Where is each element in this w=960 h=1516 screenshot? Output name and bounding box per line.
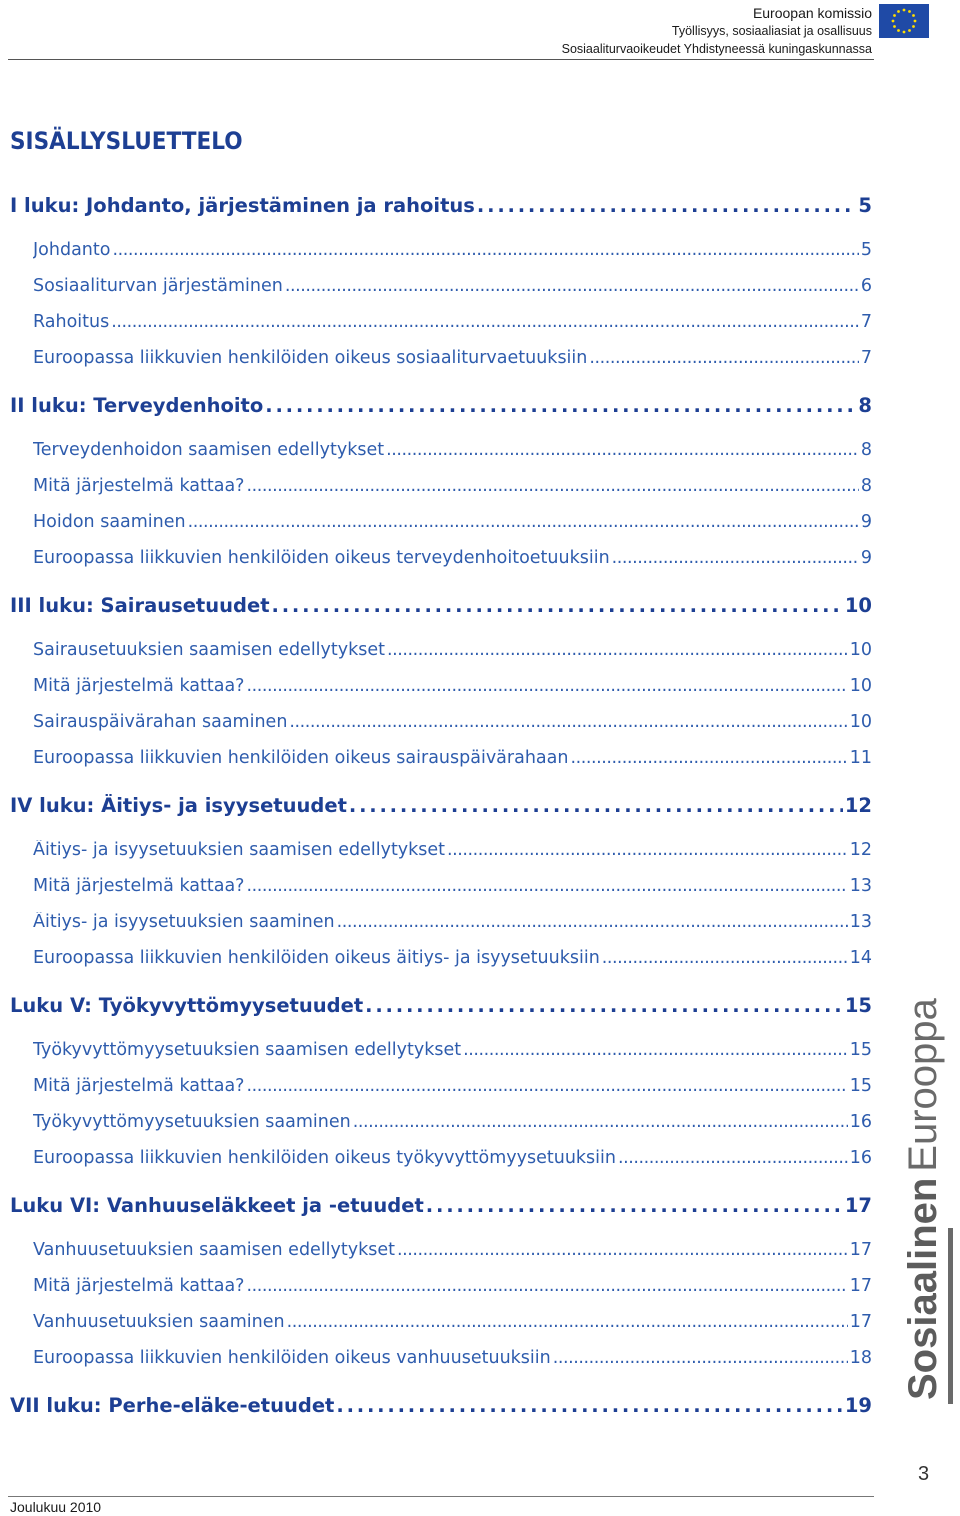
toc-section-entry[interactable] bbox=[33, 512, 872, 532]
header-line-3: Sosiaaliturvaoikeudet Yhdistyneessä kuningaskunnassa bbox=[561, 42, 872, 56]
toc-entry-title: Sairauspäivärahan saaminen bbox=[33, 712, 288, 732]
toc-entry-title: Euroopassa liikkuvien henkilöiden oikeus sosiaaliturvaetuuksiin bbox=[33, 348, 588, 368]
toc-entry-title: Euroopassa liikkuvien henkilöiden oikeus työkyvyttömyysetuuksiin bbox=[33, 1148, 616, 1168]
toc-entry-page: 8 bbox=[860, 476, 872, 496]
toc-entry-page: 19 bbox=[844, 1394, 872, 1417]
toc-entry-title: Sosiaaliturvan järjestäminen bbox=[33, 276, 283, 296]
toc-entry-title: Sairausetuuksien saamisen edellytykset bbox=[33, 640, 385, 660]
toc-entry-page: 17 bbox=[849, 1240, 872, 1260]
toc-entry-title: II luku: Terveydenhoito bbox=[10, 394, 264, 417]
toc-dot-leader bbox=[246, 876, 847, 896]
toc-entry-page: 5 bbox=[858, 194, 872, 217]
toc-chapter-entry[interactable] bbox=[10, 794, 872, 817]
toc-entry-title: Vanhuusetuuksien saaminen bbox=[33, 1312, 285, 1332]
toc-entry-page: 13 bbox=[849, 876, 872, 896]
toc-dot-leader bbox=[188, 512, 859, 532]
toc-dot-leader bbox=[246, 1276, 847, 1296]
toc-entry-title: Äitiys- ja isyysetuuksien saaminen bbox=[33, 912, 335, 932]
toc-entry-page: 18 bbox=[849, 1348, 872, 1368]
toc-section-entry[interactable] bbox=[33, 1076, 872, 1096]
toc-section-entry[interactable] bbox=[33, 876, 872, 896]
toc-dot-leader bbox=[387, 640, 848, 660]
toc-entry-title: Hoidon saaminen bbox=[33, 512, 186, 532]
toc-chapter-entry[interactable] bbox=[10, 994, 872, 1017]
toc-dot-leader bbox=[570, 748, 847, 768]
toc-dot-leader bbox=[447, 840, 848, 860]
toc-entry-title: Johdanto bbox=[33, 240, 111, 260]
toc-entry-page: 16 bbox=[849, 1148, 872, 1168]
header-text bbox=[562, 4, 872, 58]
toc-entry-page: 5 bbox=[860, 240, 872, 260]
toc-entry-page: 7 bbox=[860, 348, 872, 368]
toc-entry-title: Mitä järjestelmä kattaa? bbox=[33, 876, 245, 896]
toc-entry-title: Työkyvyttömyysetuuksien saaminen bbox=[33, 1112, 351, 1132]
toc-entry-title: Terveydenhoidon saamisen edellytykset bbox=[33, 440, 385, 460]
toc-entry-page: 15 bbox=[844, 994, 872, 1017]
toc-dot-leader bbox=[337, 912, 848, 932]
toc-dot-leader bbox=[397, 1240, 848, 1260]
toc-section-entry[interactable] bbox=[33, 640, 872, 660]
toc-entry-page: 9 bbox=[860, 548, 872, 568]
toc-entry-page: 10 bbox=[849, 640, 872, 660]
toc-chapter-entry[interactable] bbox=[10, 394, 872, 417]
toc-section-entry[interactable] bbox=[33, 440, 872, 460]
toc-section-entry[interactable] bbox=[33, 1276, 872, 1296]
toc-entry-title: Luku VI: Vanhuuseläkkeet ja -etuudet bbox=[10, 1194, 424, 1217]
toc-entry-page: 10 bbox=[849, 712, 872, 732]
toc-title: SISÄLLYSLUETTELO bbox=[10, 127, 243, 155]
toc-entry-page: 15 bbox=[849, 1040, 872, 1060]
toc-dot-leader bbox=[386, 440, 859, 460]
toc-section-entry[interactable] bbox=[33, 1240, 872, 1260]
toc-entry-title: Rahoitus bbox=[33, 312, 110, 332]
toc-dot-leader bbox=[287, 1312, 848, 1332]
toc-dot-leader bbox=[589, 348, 858, 368]
toc-entry-title: Mitä järjestelmä kattaa? bbox=[33, 476, 245, 496]
toc-entry-page: 7 bbox=[860, 312, 872, 332]
toc-section-entry[interactable] bbox=[33, 240, 872, 260]
toc-dot-leader bbox=[602, 948, 848, 968]
toc-entry-page: 17 bbox=[849, 1312, 872, 1332]
toc-dot-leader bbox=[265, 394, 856, 417]
toc-entry-title: Vanhuusetuuksien saamisen edellytykset bbox=[33, 1240, 395, 1260]
toc-dot-leader bbox=[272, 594, 843, 617]
toc-entry-page: 15 bbox=[849, 1076, 872, 1096]
toc-entry-page: 17 bbox=[849, 1276, 872, 1296]
toc-chapter-entry[interactable] bbox=[10, 1394, 872, 1417]
toc-chapter-entry[interactable] bbox=[10, 194, 872, 217]
toc-entry-title: Euroopassa liikkuvien henkilöiden oikeus terveydenhoitoetuuksiin bbox=[33, 548, 610, 568]
header-divider bbox=[8, 59, 874, 60]
toc-entry-title: I luku: Johdanto, järjestäminen ja rahoitus bbox=[10, 194, 475, 217]
toc-entry-page: 10 bbox=[844, 594, 872, 617]
toc-entry-title: Euroopassa liikkuvien henkilöiden oikeus äitiys- ja isyysetuuksiin bbox=[33, 948, 600, 968]
toc-entry-title: Työkyvyttömyysetuuksien saamisen edellytykset bbox=[33, 1040, 462, 1060]
toc-entry-title: Luku V: Työkyvyttömyysetuudet bbox=[10, 994, 364, 1017]
toc-chapter-entry[interactable] bbox=[10, 594, 872, 617]
toc-entry-title: IV luku: Äitiys- ja isyysetuudet bbox=[10, 794, 347, 817]
toc-entry-page: 12 bbox=[849, 840, 872, 860]
toc-entry-page: 11 bbox=[849, 748, 872, 768]
toc-entry-page: 10 bbox=[849, 676, 872, 696]
toc-dot-leader bbox=[477, 194, 857, 217]
toc-section-entry[interactable] bbox=[33, 1348, 872, 1368]
toc-section-entry[interactable] bbox=[33, 548, 872, 568]
toc-entry-title: III luku: Sairausetuudet bbox=[10, 594, 270, 617]
toc-entry-title: Mitä järjestelmä kattaa? bbox=[33, 1276, 245, 1296]
toc-entry-page: 8 bbox=[858, 394, 872, 417]
toc-dot-leader bbox=[612, 548, 859, 568]
logo-word-bold: Sosiaalinen bbox=[900, 1177, 945, 1400]
toc-entry-title: VII luku: Perhe-eläke-etuudet bbox=[10, 1394, 335, 1417]
toc-dot-leader bbox=[365, 994, 843, 1017]
toc-section-entry[interactable] bbox=[33, 748, 872, 768]
toc-dot-leader bbox=[463, 1040, 848, 1060]
toc-dot-leader bbox=[289, 712, 847, 732]
toc-section-entry[interactable] bbox=[33, 712, 872, 732]
toc-dot-leader bbox=[111, 312, 859, 332]
toc-dot-leader bbox=[246, 476, 858, 496]
eu-flag-icon bbox=[879, 4, 929, 38]
toc-dot-leader bbox=[336, 1394, 842, 1417]
toc-dot-leader bbox=[426, 1194, 843, 1217]
toc-section-entry[interactable] bbox=[33, 1148, 872, 1168]
toc-section-entry[interactable] bbox=[33, 912, 872, 932]
sosiaalinen-eurooppa-logo bbox=[893, 998, 953, 1400]
toc-entry-title: Euroopassa liikkuvien henkilöiden oikeus vanhuusetuuksiin bbox=[33, 1348, 551, 1368]
toc-dot-leader bbox=[112, 240, 858, 260]
toc-entry-page: 8 bbox=[860, 440, 872, 460]
header-line-2: Työllisyys, sosiaaliasiat ja osallisuus bbox=[671, 24, 872, 38]
toc-entry-page: 6 bbox=[860, 276, 872, 296]
toc-entry-title: Mitä järjestelmä kattaa? bbox=[33, 676, 245, 696]
toc-entry-title: Mitä järjestelmä kattaa? bbox=[33, 1076, 245, 1096]
toc-dot-leader bbox=[246, 1076, 847, 1096]
toc-entry-title: Euroopassa liikkuvien henkilöiden oikeus sairauspäivärahaan bbox=[33, 748, 569, 768]
toc-section-entry[interactable] bbox=[33, 1312, 872, 1332]
toc-entry-page: 12 bbox=[844, 794, 872, 817]
toc-section-entry[interactable] bbox=[33, 348, 872, 368]
toc-dot-leader bbox=[285, 276, 859, 296]
toc-dot-leader bbox=[553, 1348, 848, 1368]
toc-entry-page: 16 bbox=[849, 1112, 872, 1132]
toc-entry-page: 9 bbox=[860, 512, 872, 532]
page-number: 3 bbox=[918, 1463, 930, 1485]
toc-entry-page: 14 bbox=[849, 948, 872, 968]
footer-date: Joulukuu 2010 bbox=[10, 1499, 102, 1515]
toc-dot-leader bbox=[246, 676, 847, 696]
toc-section-entry[interactable] bbox=[33, 276, 872, 296]
toc-section-entry[interactable] bbox=[33, 1040, 872, 1060]
toc-dot-leader bbox=[349, 794, 843, 817]
logo-side-bar bbox=[948, 1228, 953, 1404]
toc-dot-leader bbox=[618, 1148, 848, 1168]
header-line-1: Euroopan komissio bbox=[752, 5, 872, 21]
toc-section-entry[interactable] bbox=[33, 676, 872, 696]
toc-section-entry[interactable] bbox=[33, 312, 872, 332]
toc-section-entry[interactable] bbox=[33, 840, 872, 860]
toc-section-entry[interactable] bbox=[33, 476, 872, 496]
toc-entry-title: Äitiys- ja isyysetuuksien saamisen edellytykset bbox=[33, 840, 446, 860]
toc-entry-page: 13 bbox=[849, 912, 872, 932]
footer-divider bbox=[8, 1496, 874, 1497]
toc-dot-leader bbox=[353, 1112, 848, 1132]
logo-word-regular: Eurooppa bbox=[900, 998, 945, 1172]
toc-entry-page: 17 bbox=[844, 1194, 872, 1217]
toc-section-entry[interactable] bbox=[33, 948, 872, 968]
toc-chapter-entry[interactable] bbox=[10, 1194, 872, 1217]
toc-section-entry[interactable] bbox=[33, 1112, 872, 1132]
